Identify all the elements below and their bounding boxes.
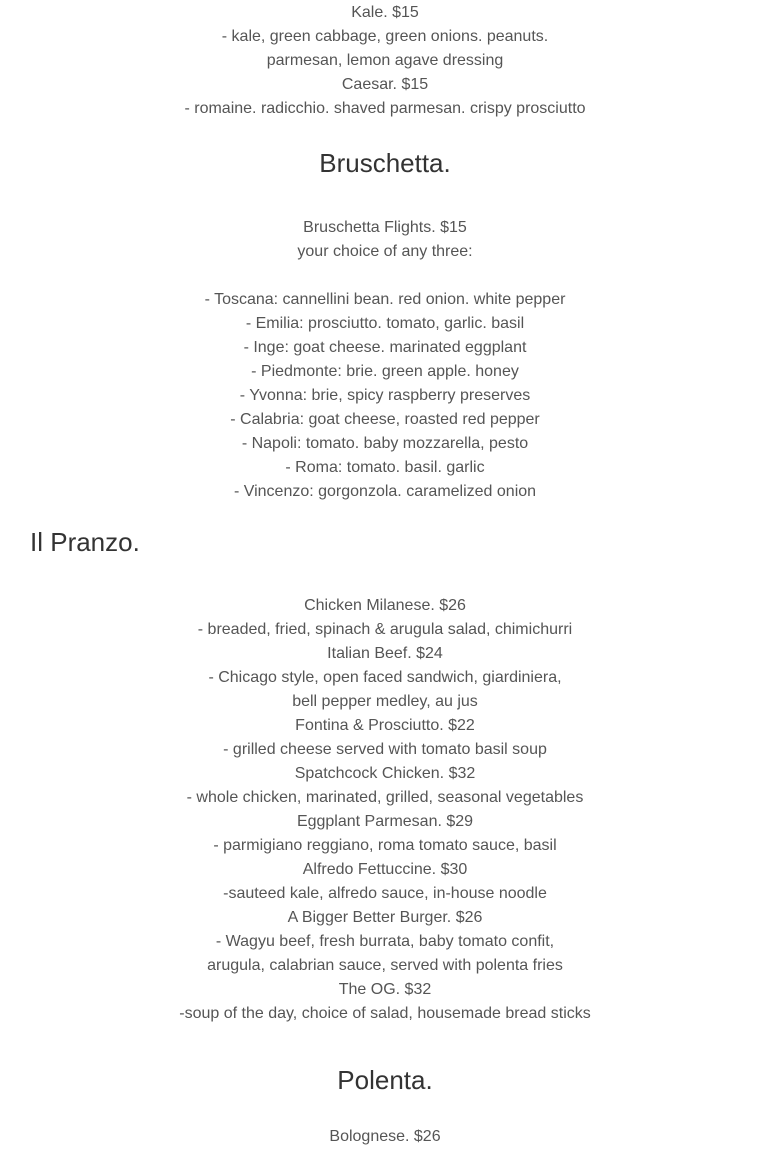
menu-item-title: Alfredo Fettuccine. $30 [302, 861, 468, 878]
polenta-heading: Polenta. [337, 1065, 433, 1095]
menu-item-title: Bruschetta Flights. $15 [303, 219, 467, 236]
bruschetta-option: - Napoli: tomato. baby mozzarella, pesto [241, 435, 529, 452]
menu-item-title: Fontina & Prosciutto. $22 [295, 717, 475, 734]
menu-item-description: - grilled cheese served with tomato basil soup [223, 741, 547, 758]
menu-item-description: - Chicago style, open faced sandwich, giardiniera, [208, 669, 562, 686]
pranzo-section [0, 594, 770, 1026]
menu-item-description: -sauteed kale, alfredo sauce, in-house noodle [223, 885, 547, 902]
menu-item-title: Spatchcock Chicken. $32 [294, 765, 476, 782]
bruschetta-section [0, 216, 770, 504]
menu-item-note: your choice of any three: [297, 243, 473, 260]
bruschetta-option: - Piedmonte: brie. green apple. honey [251, 363, 519, 380]
polenta-section [0, 1125, 770, 1149]
menu-item-title: The OG. $32 [338, 981, 432, 998]
menu-item-description: -soup of the day, choice of salad, housemade bread sticks [179, 1005, 591, 1022]
menu-item-title: Eggplant Parmesan. $29 [296, 813, 474, 830]
menu-item-description: - parmigiano reggiano, roma tomato sauce, basil [213, 837, 557, 854]
menu-item-title: Italian Beef. $24 [327, 645, 443, 662]
menu-item-title: Kale. $15 [351, 4, 419, 21]
menu-item-description: bell pepper medley, au jus [292, 693, 478, 710]
menu-item-description: parmesan, lemon agave dressing [266, 52, 504, 69]
spacer-line [0, 264, 770, 288]
menu-item-description: - romaine. radicchio. shaved parmesan. crispy prosciutto [184, 100, 586, 117]
salads-section [0, 1, 770, 121]
menu-item-title: A Bigger Better Burger. $26 [287, 909, 483, 926]
menu-item-description: - kale, green cabbage, green onions. peanuts. [221, 28, 549, 45]
bruschetta-option: - Toscana: cannellini bean. red onion. white pepper [204, 291, 566, 308]
bruschetta-option: - Roma: tomato. basil. garlic [285, 459, 485, 476]
bruschetta-option: - Vincenzo: gorgonzola. caramelized onion [233, 483, 537, 500]
menu-item-description: - whole chicken, marinated, grilled, seasonal vegetables [186, 789, 584, 806]
menu-item-title: Chicken Milanese. $26 [304, 597, 466, 614]
bruschetta-option: - Inge: goat cheese. marinated eggplant [243, 339, 527, 356]
bruschetta-option: - Emilia: prosciutto. tomato, garlic. basil [245, 315, 525, 332]
bruschetta-option: - Yvonna: brie, spicy raspberry preserves [239, 387, 531, 404]
bruschetta-heading: Bruschetta. [319, 148, 451, 178]
bruschetta-option: - Calabria: goat cheese, roasted red pepper [230, 411, 540, 428]
pranzo-heading: Il Pranzo. [30, 527, 140, 557]
menu-item-description: - Wagyu beef, fresh burrata, baby tomato confit, [215, 933, 555, 950]
menu-item-title: Caesar. $15 [341, 76, 429, 93]
menu-item-description: arugula, calabrian sauce, served with polenta fries [207, 957, 563, 974]
menu-item-title: Bolognese. $26 [329, 1128, 441, 1145]
menu-item-description: - breaded, fried, spinach & arugula salad, chimichurri [197, 621, 573, 638]
